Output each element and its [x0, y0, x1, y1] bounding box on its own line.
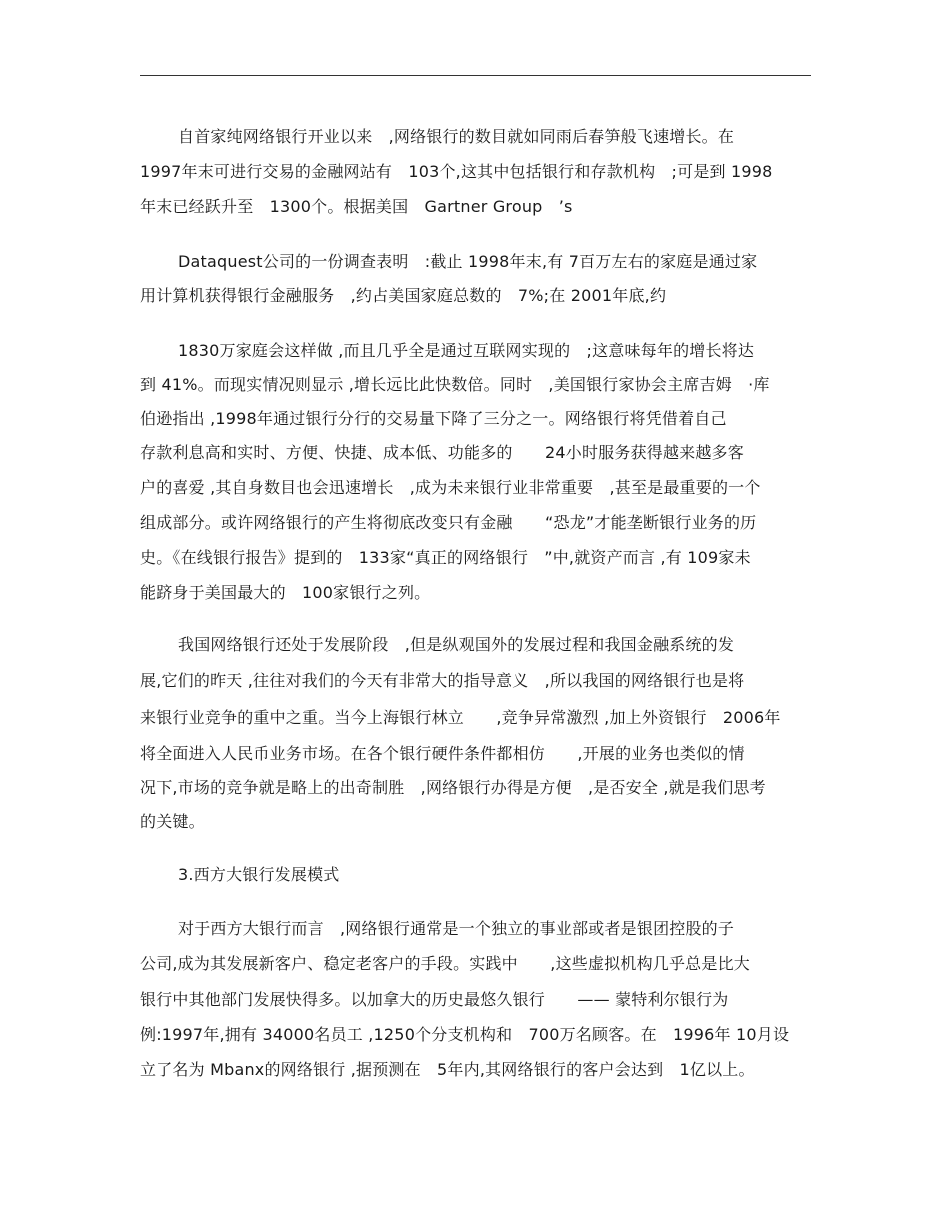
- text-line: 我国网络银行还处于发展阶段 ,但是纵观国外的发展过程和我国金融系统的发: [178, 635, 735, 654]
- text-line: 的关键。: [140, 812, 205, 831]
- header-rule: [140, 75, 811, 76]
- text-line: 况下,市场的竞争就是略上的出奇制胜 ,网络银行办得是方便 ,是否安全 ,就是我们思考: [140, 778, 766, 797]
- text-line: 存款利息高和实时、方便、快捷、成本低、功能多的 24小时服务获得越来越多客: [140, 443, 744, 462]
- text-line: 公司,成为其发展新客户、稳定老客户的手段。实践中 ,这些虚拟机构几乎总是比大: [140, 954, 750, 973]
- text-line: 立了名为 Mbanx的网络银行 ,据预测在 5年内,其网络银行的客户会达到 1亿以上。: [140, 1060, 755, 1079]
- text-line: 展,它们的昨天 ,往往对我们的今天有非常大的指导意义 ,所以我国的网络银行也是将: [140, 671, 745, 690]
- text-line: 将全面进入人民币业务市场。在各个银行硬件条件都相仿 ,开展的业务也类似的情: [140, 744, 745, 763]
- text-line: 用计算机获得银行金融服务 ,约占美国家庭总数的 7%;在 2001年底,约: [140, 286, 667, 305]
- text-line: 1997年末可进行交易的金融网站有 103个,这其中包括银行和存款机构 ;可是到 1998: [140, 162, 773, 181]
- text-line: 能跻身于美国最大的 100家银行之列。: [140, 583, 431, 602]
- text-line: 自首家纯网络银行开业以来 ,网络银行的数目就如同雨后春笋般飞速增长。在: [178, 127, 735, 146]
- text-line: 来银行业竞争的重中之重。当今上海银行林立 ,竞争异常激烈 ,加上外资银行 2006年: [140, 708, 781, 727]
- text-line: 到 41%。而现实情况则显示 ,增长远比此快数倍。同时 ,美国银行家协会主席吉姆 ·库: [140, 375, 770, 394]
- text-line: 组成部分。或许网络银行的产生将彻底改变只有金融 “恐龙”才能垄断银行业务的历: [140, 513, 757, 532]
- text-line: 对于西方大银行而言 ,网络银行通常是一个独立的事业部或者是银团控股的子: [178, 919, 735, 938]
- text-line: 银行中其他部门发展快得多。以加拿大的历史最悠久银行 —— 蒙特利尔银行为: [140, 990, 729, 1009]
- text-line: 史。《在线银行报告》提到的 133家“真正的网络银行 ”中,就资产而言 ,有 109家未: [140, 548, 751, 567]
- text-line: 伯逊指出 ,1998年通过银行分行的交易量下降了三分之一。网络银行将凭借着自己: [140, 409, 727, 428]
- section-heading: 3.西方大银行发展模式: [178, 865, 340, 884]
- text-line: Dataquest公司的一份调查表明 :截止 1998年末,有 7百万左右的家庭是通过家: [178, 252, 758, 271]
- text-line: 1830万家庭会这样做 ,而且几乎全是通过互联网实现的 ;这意味每年的增长将达: [178, 341, 755, 360]
- text-line: 例:1997年,拥有 34000名员工 ,1250个分支机构和 700万名顾客。在 1996年 10月设: [140, 1025, 790, 1044]
- text-line: 户的喜爱 ,其自身数目也会迅速增长 ,成为未来银行业非常重要 ,甚至是最重要的一个: [140, 478, 761, 497]
- text-line: 年末已经跃升至 1300个。根据美国 Gartner Group ’s: [140, 197, 573, 216]
